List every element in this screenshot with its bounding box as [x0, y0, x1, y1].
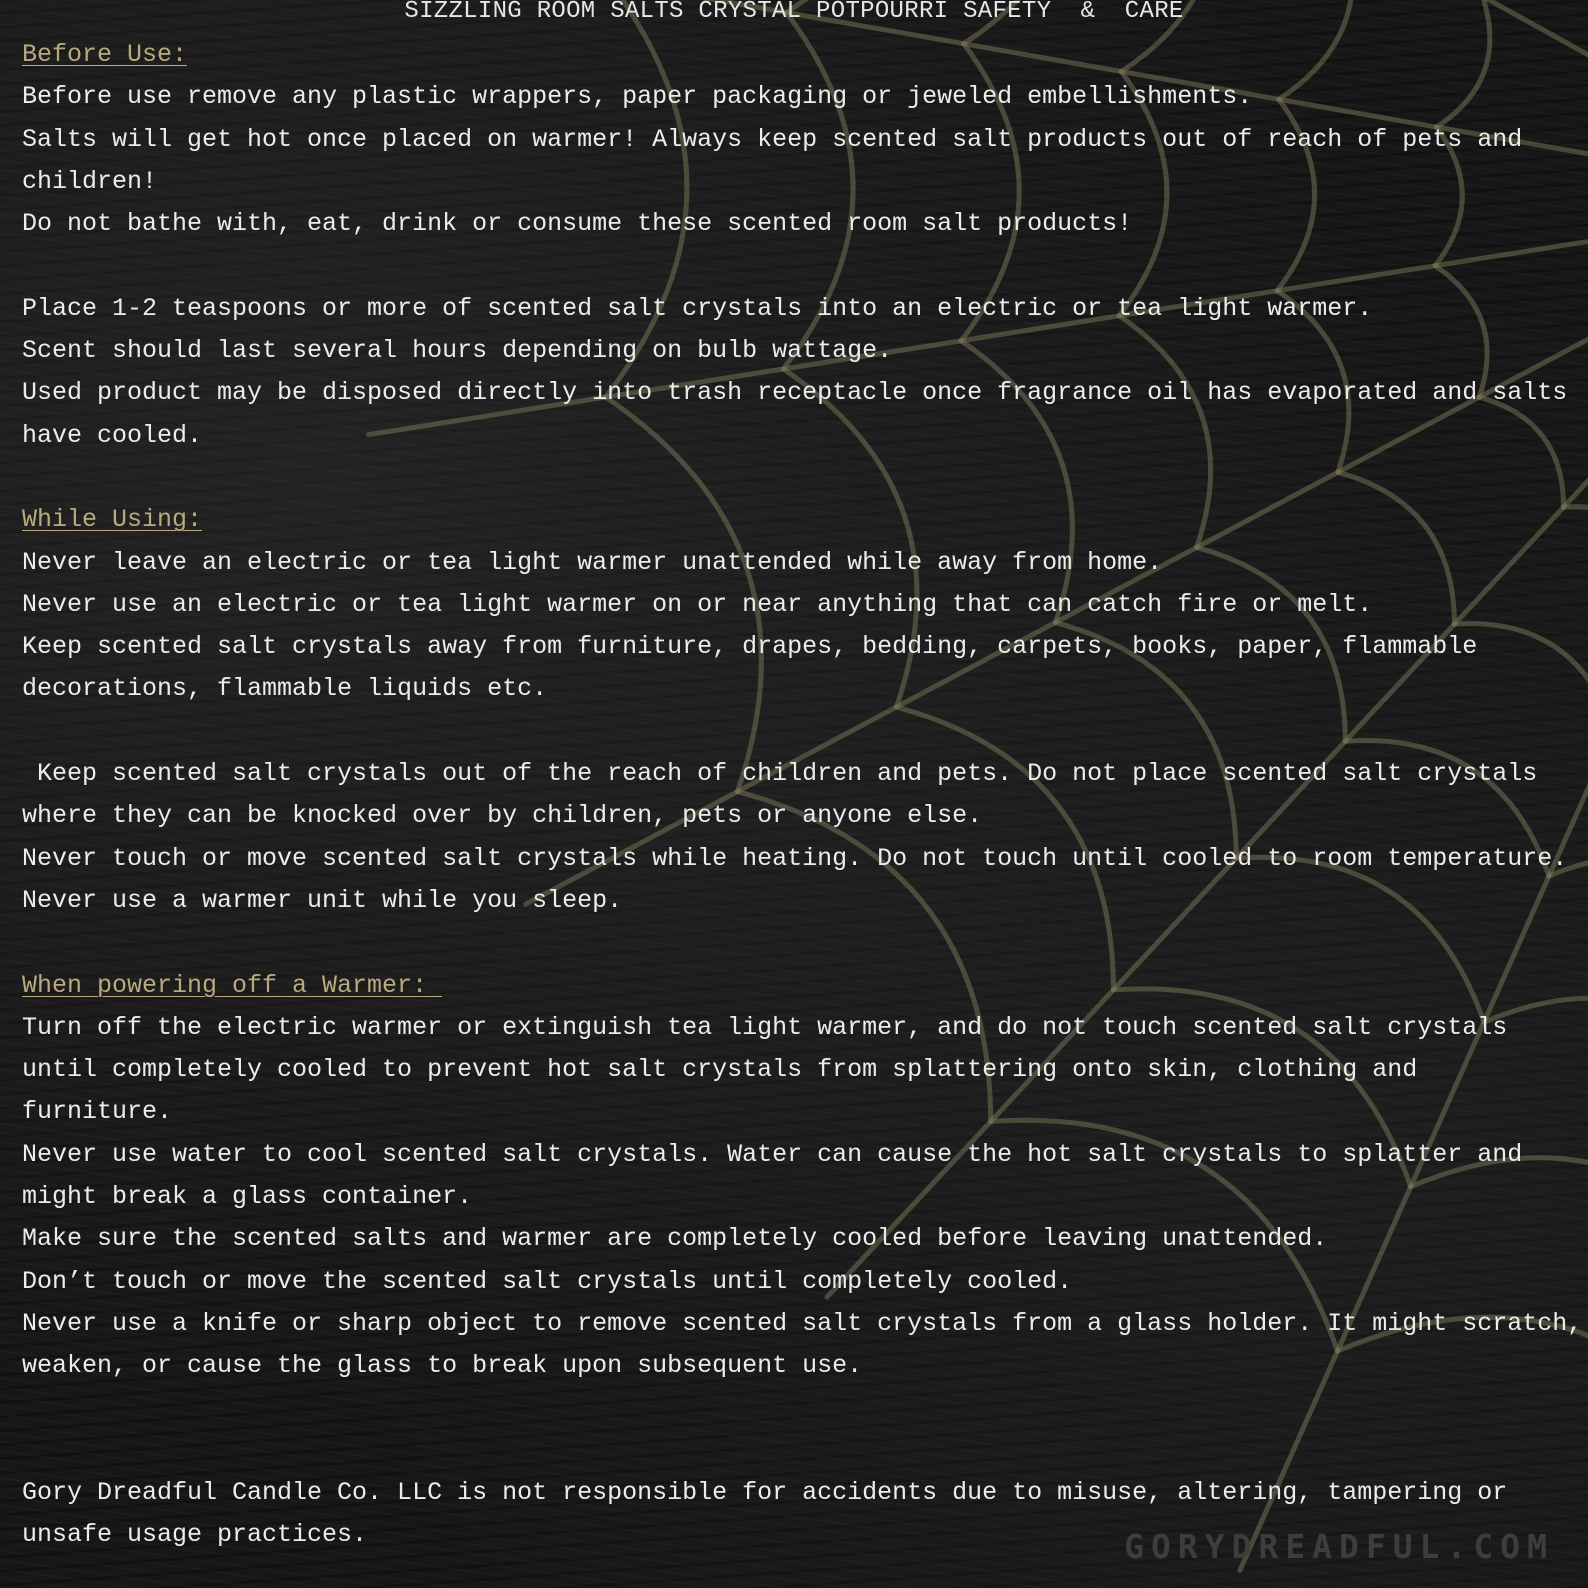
instruction-line: Never use a warmer unit while you sleep.: [22, 885, 623, 915]
instruction-line: Never use a knife or sharp object to remove scented salt crystals from a glass holder. It might scratch,: [22, 1308, 1583, 1338]
instruction-line: Salts will get hot once placed on warmer! Always keep scented salt products out of reach of pets and: [22, 124, 1523, 154]
section-before-use: [22, 34, 1582, 499]
instruction-line: Never touch or move scented salt crystals while heating. Do not touch until cooled to room temperature.: [22, 843, 1568, 873]
spacer: [22, 1430, 1582, 1472]
instruction-line: Never leave an electric or tea light warmer unattended while away from home.: [22, 547, 1163, 577]
section-heading-while-using: While Using:: [22, 505, 203, 535]
instruction-line: Scent should last several hours depending on bulb wattage.: [22, 336, 893, 366]
instruction-line: Never use an electric or tea light warmer on or near anything that can catch fire or melt.: [22, 589, 1373, 619]
disclaimer-line: unsafe usage practices.: [22, 1520, 368, 1550]
instruction-line: Never use water to cool scented salt crystals. Water can cause the hot salt crystals to splatter and: [22, 1139, 1523, 1169]
instruction-line: furniture.: [22, 1097, 173, 1127]
instruction-line: until completely cooled to prevent hot salt crystals from splattering onto skin, clothing and: [22, 1055, 1418, 1085]
section-heading-powering-off: When powering off a Warmer:: [22, 970, 443, 1000]
instruction-line: Used product may be disposed directly into trash receptacle once fragrance oil has evaporated and salts: [22, 378, 1568, 408]
instruction-line: Make sure the scented salts and warmer are completely cooled before leaving unattended.: [22, 1224, 1328, 1254]
section-powering-off: [22, 965, 1582, 1473]
spacer: [22, 1388, 1582, 1430]
website-watermark: GORYDREADFUL.COM: [1124, 1527, 1554, 1566]
instruction-line: Before use remove any plastic wrappers, paper packaging or jeweled embellishments.: [22, 82, 1253, 112]
instruction-line: Don’t touch or move the scented salt crystals until completely cooled.: [22, 1266, 1073, 1296]
instruction-line: weaken, or cause the glass to break upon subsequent use.: [22, 1351, 863, 1381]
page-title: SIZZLING ROOM SALTS CRYSTAL POTPOURRI SAFETY & CARE: [404, 0, 1184, 25]
disclaimer-line: Gory Dreadful Candle Co. LLC is not responsible for accidents due to misuse, altering, tampering or: [22, 1478, 1508, 1508]
instruction-line: Do not bathe with, eat, drink or consume these scented room salt products!: [22, 209, 1133, 239]
spacer: [22, 457, 1582, 499]
instruction-line: Place 1-2 teaspoons or more of scented salt crystals into an electric or tea light warmer.: [22, 293, 1373, 323]
instruction-line: where they can be knocked over by children, pets or anyone else.: [22, 801, 983, 831]
instruction-line: Turn off the electric warmer or extinguish tea light warmer, and do not touch scented salt crystals: [22, 1012, 1508, 1042]
instruction-line: Keep scented salt crystals out of the reach of children and pets. Do not place scented salt crystals: [22, 759, 1538, 789]
spacer: [22, 922, 1582, 964]
instruction-line: might break a glass container.: [22, 1182, 473, 1212]
spacer: [22, 245, 1582, 287]
instructions-content: [22, 34, 1582, 1557]
section-while-using: [22, 499, 1582, 964]
section-heading-before-use: Before Use:: [22, 40, 188, 69]
instruction-line: have cooled.: [22, 420, 203, 450]
instruction-line: children!: [22, 166, 158, 196]
instruction-line: decorations, flammable liquids etc.: [22, 674, 548, 704]
spacer: [22, 711, 1582, 753]
instruction-line: Keep scented salt crystals away from furniture, drapes, bedding, carpets, books, paper, flammable: [22, 632, 1478, 662]
